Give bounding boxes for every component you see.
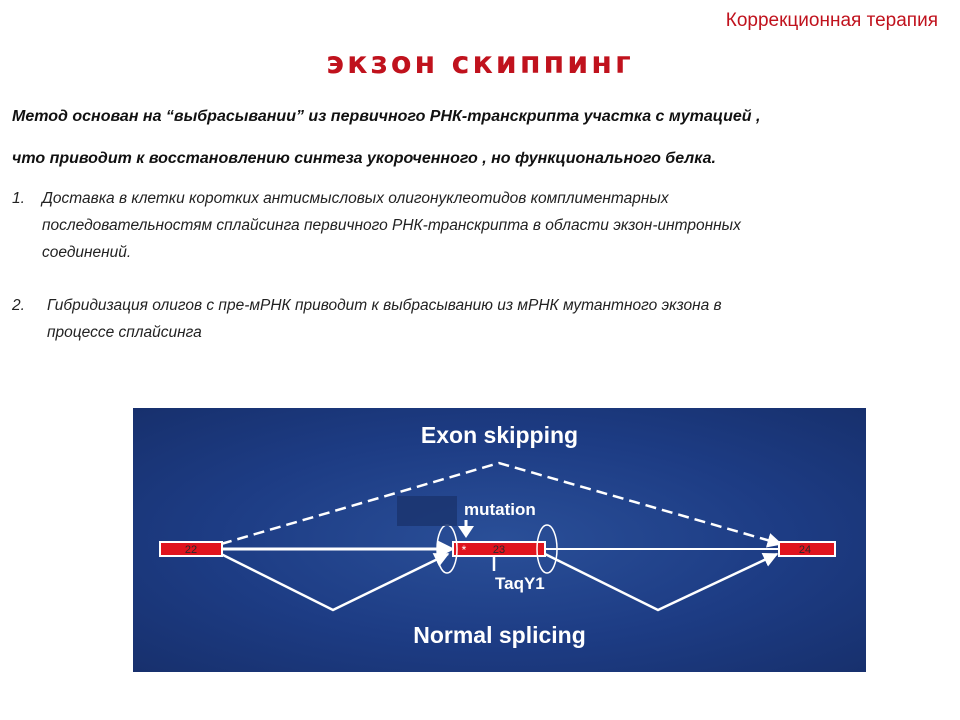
mutation-star: * bbox=[461, 543, 467, 557]
item-1-number: 1. bbox=[12, 190, 25, 207]
normal-splicing-path-right bbox=[545, 554, 777, 610]
item-1-line-1: Доставка в клетки коротких антисмысловых олигонуклеотидов комплиментарных bbox=[42, 190, 669, 207]
item-2-number: 2. bbox=[12, 297, 25, 314]
exon-23-label: 23 bbox=[492, 544, 506, 556]
exon-skipping-label: Exon skipping bbox=[420, 422, 579, 448]
mutation-label-box bbox=[397, 496, 457, 526]
intro-line-2: что приводит к восстановлению синтеза укороченного , но функционального белка. bbox=[12, 150, 716, 167]
intro-line-1: Метод основан на “выбрасывании” из первичного РНК-транскрипта участка с мутацией , bbox=[12, 108, 761, 125]
normal-splicing-label: Normal splicing bbox=[413, 622, 586, 648]
corner-title: Коррекционная терапия bbox=[725, 10, 938, 31]
exon-22-label: 22 bbox=[184, 544, 198, 556]
item-2-line-1: Гибридизация олигов с пре-мРНК приводит к выбрасыванию из мРНК мутантного экзона в bbox=[47, 297, 722, 314]
taqy1-label: TaqY1 bbox=[495, 574, 545, 593]
item-1-line-3: соединений. bbox=[42, 244, 132, 261]
mutation-label: mutation bbox=[464, 500, 536, 519]
mutation-pointer-head bbox=[458, 526, 474, 538]
exon-skipping-diagram bbox=[133, 408, 866, 672]
normal-splicing-path-left bbox=[221, 554, 448, 610]
item-1-line-2: последовательностям сплайсинга первичного РНК-транскрипта в области экзон-интронных bbox=[42, 217, 741, 234]
slide-title: экзон скиппинг bbox=[326, 46, 634, 81]
item-2-line-2: процессе сплайсинга bbox=[47, 324, 202, 341]
exon-24-label: 24 bbox=[798, 544, 812, 556]
